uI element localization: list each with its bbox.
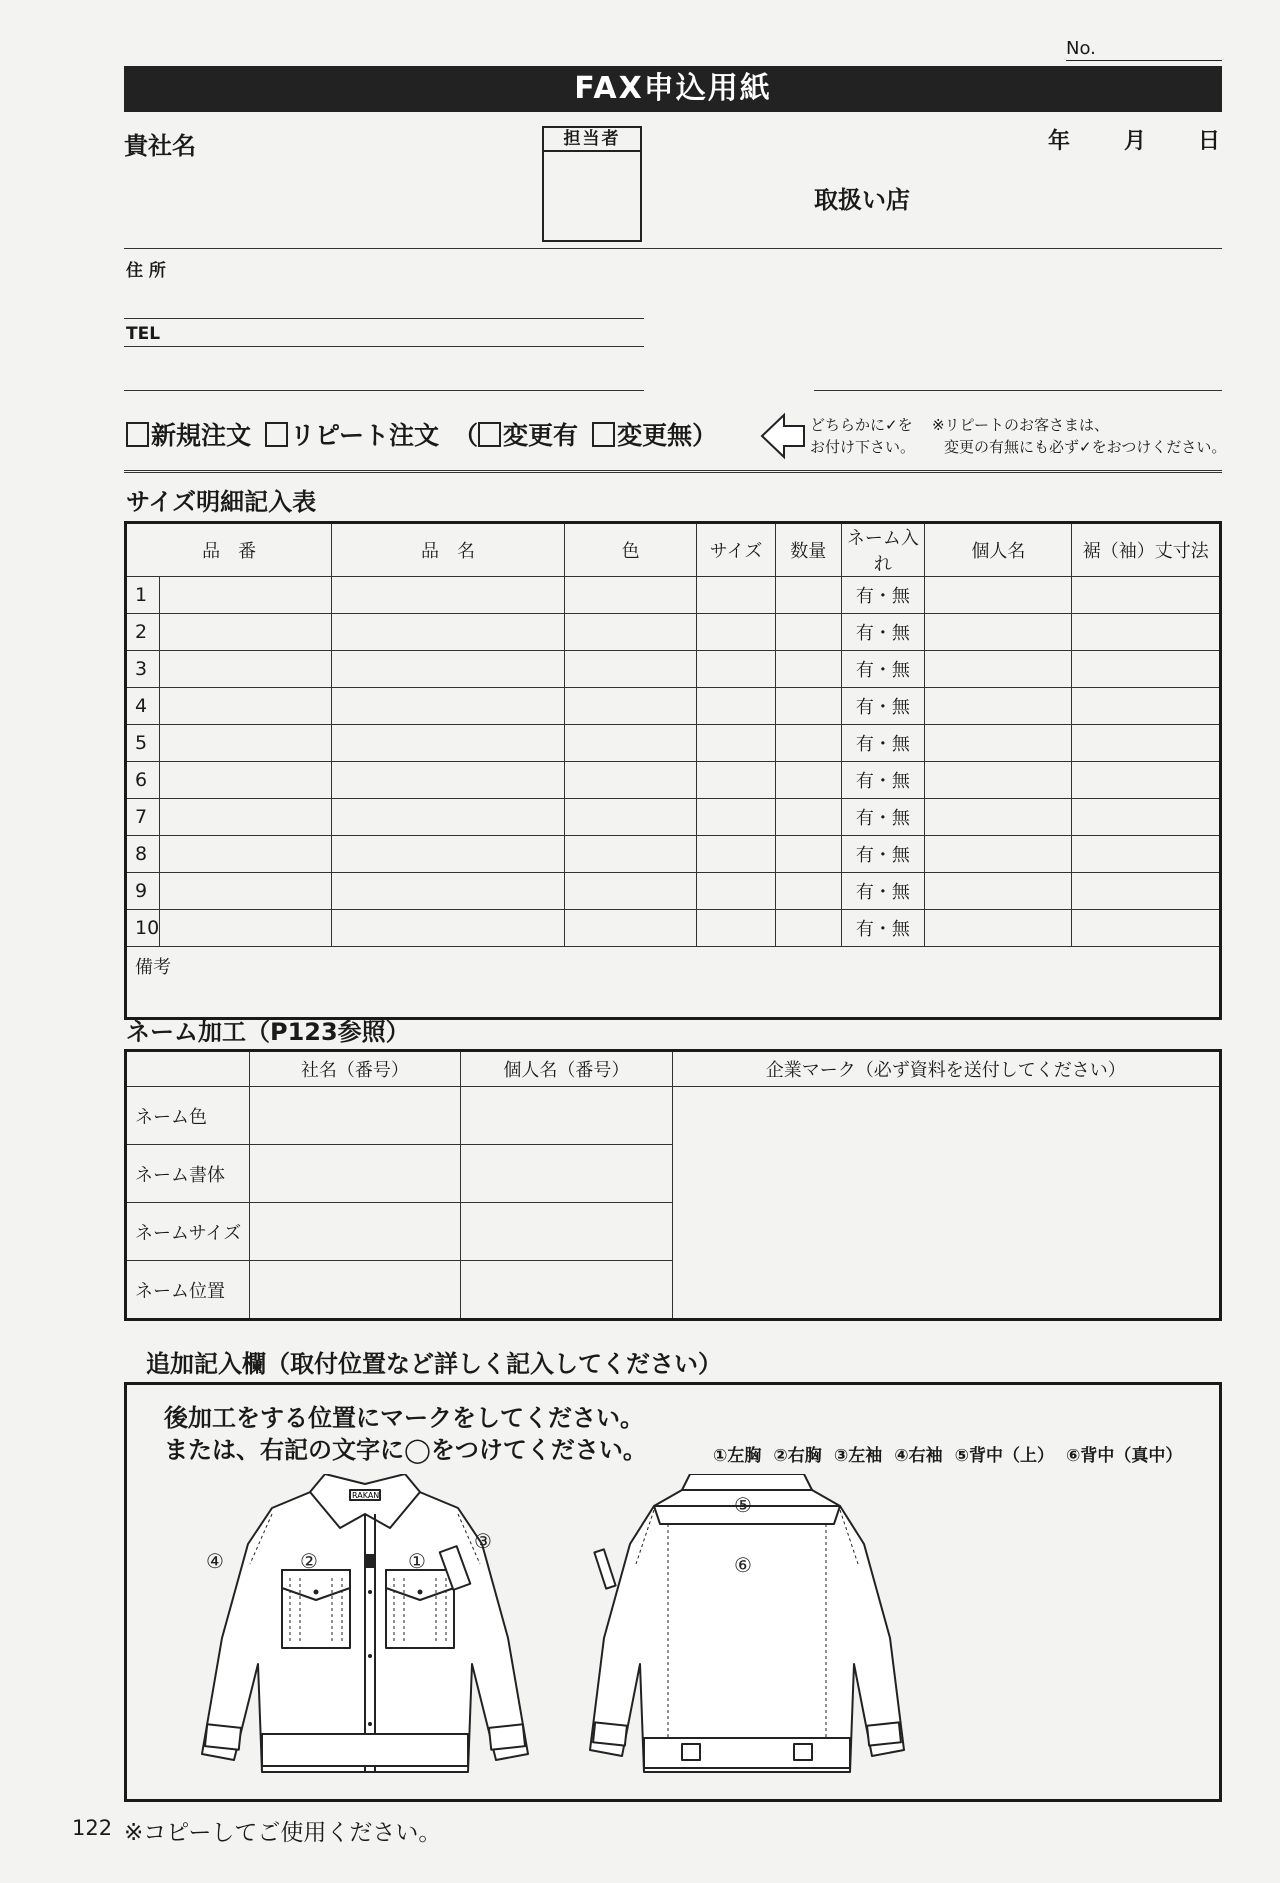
arrow-left-icon xyxy=(760,412,806,460)
cell-size[interactable] xyxy=(697,799,776,836)
cell-quantity[interactable] xyxy=(775,651,841,688)
col-company-name: 社名（番号） xyxy=(249,1051,460,1087)
col-quantity: 数量 xyxy=(775,523,841,577)
row-number: 3 xyxy=(126,651,160,688)
cell-color[interactable] xyxy=(564,836,696,873)
cell-item-number[interactable] xyxy=(160,725,332,762)
additional-title: 追加記入欄（取付位置など詳しく記入してください） xyxy=(146,1350,722,1378)
cell-hem-length[interactable] xyxy=(1072,725,1221,762)
changed-checkbox[interactable] xyxy=(478,422,501,447)
instruction-line-2: または、右記の文字に◯をつけてください。 xyxy=(164,1436,647,1464)
cell-input[interactable] xyxy=(461,1261,672,1320)
cell-quantity[interactable] xyxy=(775,799,841,836)
copy-note: ※コピーしてご使用ください。 xyxy=(124,1820,442,1846)
table-row xyxy=(126,725,1221,762)
table-row xyxy=(126,762,1221,799)
cell-name-insert[interactable]: 有・無 xyxy=(841,873,925,910)
row-number: 5 xyxy=(126,725,160,762)
row-number: 9 xyxy=(126,873,160,910)
staff-box[interactable] xyxy=(542,126,642,242)
row-number: 2 xyxy=(126,614,160,651)
cell-name-insert[interactable]: 有・無 xyxy=(841,688,925,725)
marker-left-sleeve[interactable]: ③ xyxy=(474,1529,492,1553)
repeat-note: ※リピートのお客さまは、 変更の有無にも必ず✓をおつけください。 xyxy=(932,416,1227,456)
cell-name-insert[interactable]: 有・無 xyxy=(841,651,925,688)
cell-quantity[interactable] xyxy=(775,873,841,910)
cell-item-name[interactable] xyxy=(332,688,565,725)
cell-item-number[interactable] xyxy=(160,651,332,688)
row-number: 1 xyxy=(126,577,160,614)
no-field[interactable] xyxy=(1066,60,1222,61)
cell-hem-length[interactable] xyxy=(1072,873,1221,910)
day-label: 日 xyxy=(1198,129,1221,154)
cell-size[interactable] xyxy=(697,836,776,873)
page-number: 122 xyxy=(72,1816,113,1840)
instruction-line-1: 後加工をする位置にマークをしてください。 xyxy=(164,1404,644,1432)
cell-name-insert[interactable]: 有・無 xyxy=(841,577,925,614)
cell-item-number[interactable] xyxy=(160,873,332,910)
table-row xyxy=(126,651,1221,688)
col-name-insert: ネーム入れ xyxy=(841,523,925,577)
col-item-number: 品 番 xyxy=(126,523,332,577)
name-table-header xyxy=(126,1051,1221,1087)
table-row xyxy=(126,873,1221,910)
cell-hem-length[interactable] xyxy=(1072,762,1221,799)
cell-quantity[interactable] xyxy=(775,725,841,762)
cell-item-name[interactable] xyxy=(332,725,565,762)
repeat-order-option[interactable]: リピート注文 xyxy=(265,416,439,452)
remarks-label: 備考 xyxy=(135,957,171,978)
cell-quantity[interactable] xyxy=(775,577,841,614)
table-row xyxy=(126,614,1221,651)
cell-name-insert[interactable]: 有・無 xyxy=(841,910,925,947)
cell-hem-length[interactable] xyxy=(1072,577,1221,614)
name-processing-title: ネーム加工（P123参照） xyxy=(126,1018,410,1046)
name-row-color xyxy=(126,1087,1221,1145)
cell-input[interactable] xyxy=(249,1203,460,1261)
address-label: 住 所 xyxy=(126,261,166,281)
cell-item-name[interactable] xyxy=(332,910,565,947)
cell-person-name[interactable] xyxy=(925,577,1072,614)
cell-hem-length[interactable] xyxy=(1072,799,1221,836)
cell-color[interactable] xyxy=(564,873,696,910)
cell-size[interactable] xyxy=(697,762,776,799)
cell-item-name[interactable] xyxy=(332,873,565,910)
col-person-name: 個人名 xyxy=(925,523,1072,577)
col-size: サイズ xyxy=(697,523,776,577)
cell-person-name[interactable] xyxy=(925,651,1072,688)
col-personal-name: 個人名（番号） xyxy=(461,1051,672,1087)
size-table xyxy=(124,521,1222,1020)
row-label: ネーム書体 xyxy=(126,1145,250,1203)
cell-item-name[interactable] xyxy=(332,577,565,614)
marker-back-upper[interactable]: ⑤ xyxy=(734,1493,752,1517)
col-hem-length: 裾（袖）丈寸法 xyxy=(1072,523,1221,577)
cell-size[interactable] xyxy=(697,577,776,614)
cell-hem-length[interactable] xyxy=(1072,836,1221,873)
cell-input[interactable] xyxy=(249,1087,460,1145)
position-right-chest[interactable]: ②右胸 xyxy=(773,1446,822,1466)
new-order-option[interactable]: 新規注文 xyxy=(126,416,251,452)
cell-color[interactable] xyxy=(564,762,696,799)
cell-item-number[interactable] xyxy=(160,762,332,799)
cell-size[interactable] xyxy=(697,651,776,688)
row-number: 4 xyxy=(126,688,160,725)
changed-option[interactable]: 変更有 xyxy=(478,416,578,452)
brand-tag: RAKAN xyxy=(352,1491,380,1500)
company-label: 貴社名 xyxy=(124,132,196,160)
cell-size[interactable] xyxy=(697,910,776,947)
staff-label: 担当者 xyxy=(544,128,640,152)
row-label: ネーム色 xyxy=(126,1087,250,1145)
position-left-sleeve[interactable]: ③左袖 xyxy=(833,1446,883,1466)
cell-hem-length[interactable] xyxy=(1072,651,1221,688)
cell-hem-length[interactable] xyxy=(1072,688,1221,725)
marker-right-sleeve[interactable]: ④ xyxy=(206,1549,224,1573)
cell-quantity[interactable] xyxy=(775,688,841,725)
marker-back-center[interactable]: ⑥ xyxy=(734,1553,752,1577)
table-row xyxy=(126,836,1221,873)
cell-hem-length[interactable] xyxy=(1072,910,1221,947)
row-label: ネームサイズ xyxy=(126,1203,250,1261)
name-table-corner xyxy=(126,1051,250,1087)
cell-name-insert[interactable]: 有・無 xyxy=(841,799,925,836)
close-paren: ） xyxy=(692,421,718,450)
cell-item-name[interactable] xyxy=(332,762,565,799)
cell-color[interactable] xyxy=(564,614,696,651)
table-row xyxy=(126,577,1221,614)
cell-quantity[interactable] xyxy=(775,762,841,799)
cell-input[interactable] xyxy=(461,1145,672,1203)
marker-left-chest[interactable]: ① xyxy=(408,1549,426,1573)
open-paren: （ xyxy=(453,421,479,450)
position-back-center[interactable]: ⑥背中（真中） xyxy=(1066,1446,1183,1466)
cell-size[interactable] xyxy=(697,688,776,725)
cell-size[interactable] xyxy=(697,873,776,910)
position-left-chest[interactable]: ①左胸 xyxy=(713,1446,762,1466)
page-title: FAX申込用紙 xyxy=(124,66,1222,112)
name-processing-table xyxy=(124,1049,1222,1321)
row-number: 7 xyxy=(126,799,160,836)
new-order-checkbox[interactable] xyxy=(126,422,149,447)
cell-item-number[interactable] xyxy=(160,910,332,947)
address-field[interactable] xyxy=(124,318,644,319)
cell-person-name[interactable] xyxy=(925,873,1072,910)
cell-color[interactable] xyxy=(564,688,696,725)
cell-color[interactable] xyxy=(564,651,696,688)
position-back-upper[interactable]: ⑤背中（上） xyxy=(954,1446,1055,1466)
cell-item-name[interactable] xyxy=(332,651,565,688)
cell-person-name[interactable] xyxy=(925,725,1072,762)
position-options xyxy=(713,1441,1182,1466)
position-right-sleeve[interactable]: ④右袖 xyxy=(894,1446,943,1466)
cell-item-name[interactable] xyxy=(332,614,565,651)
cell-item-number[interactable] xyxy=(160,836,332,873)
month-label: 月 xyxy=(1124,129,1147,154)
cell-item-number[interactable] xyxy=(160,577,332,614)
check-instruction: どちらかに✓を お付け下さい。 xyxy=(810,416,916,456)
cell-person-name[interactable] xyxy=(925,614,1072,651)
cell-item-name[interactable] xyxy=(332,799,565,836)
divider xyxy=(124,470,1222,473)
year-label: 年 xyxy=(1048,129,1071,154)
row-number: 6 xyxy=(126,762,160,799)
cell-person-name[interactable] xyxy=(925,688,1072,725)
cell-color[interactable] xyxy=(564,910,696,947)
unchanged-option[interactable]: 変更無 xyxy=(592,416,692,452)
company-underline xyxy=(124,248,1222,249)
row-number: 10 xyxy=(126,910,160,947)
cell-person-name[interactable] xyxy=(925,762,1072,799)
repeat-order-checkbox[interactable] xyxy=(265,422,288,447)
cell-item-number[interactable] xyxy=(160,799,332,836)
cell-person-name[interactable] xyxy=(925,836,1072,873)
cell-input[interactable] xyxy=(461,1087,672,1145)
cell-person-name[interactable] xyxy=(925,799,1072,836)
table-row xyxy=(126,910,1221,947)
remarks-field[interactable] xyxy=(126,947,1221,1019)
table-row xyxy=(126,688,1221,725)
cell-item-number[interactable] xyxy=(160,688,332,725)
col-company-mark: 企業マーク（必ず資料を送付してください） xyxy=(672,1051,1220,1087)
cell-quantity[interactable] xyxy=(775,836,841,873)
jacket-front-diagram[interactable] xyxy=(190,1474,540,1794)
order-type-row xyxy=(126,416,717,452)
jacket-back-diagram[interactable] xyxy=(572,1474,922,1794)
cell-name-insert[interactable]: 有・無 xyxy=(841,725,925,762)
size-table-header xyxy=(126,523,1221,577)
cell-size[interactable] xyxy=(697,725,776,762)
row-number: 8 xyxy=(126,836,160,873)
cell-name-insert[interactable]: 有・無 xyxy=(841,614,925,651)
remarks-row xyxy=(126,947,1221,1019)
unchanged-checkbox[interactable] xyxy=(592,422,615,447)
cell-color[interactable] xyxy=(564,577,696,614)
extra-line xyxy=(124,390,644,391)
marker-right-chest[interactable]: ② xyxy=(300,1549,318,1573)
cell-color[interactable] xyxy=(564,799,696,836)
store-field[interactable] xyxy=(814,390,1222,391)
cell-person-name[interactable] xyxy=(925,910,1072,947)
tel-field[interactable] xyxy=(124,346,644,347)
cell-name-insert[interactable]: 有・無 xyxy=(841,836,925,873)
table-row xyxy=(126,799,1221,836)
cell-item-number[interactable] xyxy=(160,614,332,651)
cell-color[interactable] xyxy=(564,725,696,762)
cell-quantity[interactable] xyxy=(775,910,841,947)
tel-label: TEL xyxy=(126,324,161,344)
store-label: 取扱い店 xyxy=(814,186,910,214)
cell-item-name[interactable] xyxy=(332,836,565,873)
company-mark-area[interactable] xyxy=(672,1087,1220,1320)
cell-input[interactable] xyxy=(249,1261,460,1320)
size-table-title: サイズ明細記入表 xyxy=(126,488,317,516)
cell-input[interactable] xyxy=(249,1145,460,1203)
cell-hem-length[interactable] xyxy=(1072,614,1221,651)
col-item-name: 品 名 xyxy=(332,523,565,577)
cell-name-insert[interactable]: 有・無 xyxy=(841,762,925,799)
col-color: 色 xyxy=(564,523,696,577)
no-label: No. xyxy=(1066,38,1096,59)
cell-quantity[interactable] xyxy=(775,614,841,651)
cell-input[interactable] xyxy=(461,1203,672,1261)
cell-size[interactable] xyxy=(697,614,776,651)
row-label: ネーム位置 xyxy=(126,1261,250,1320)
